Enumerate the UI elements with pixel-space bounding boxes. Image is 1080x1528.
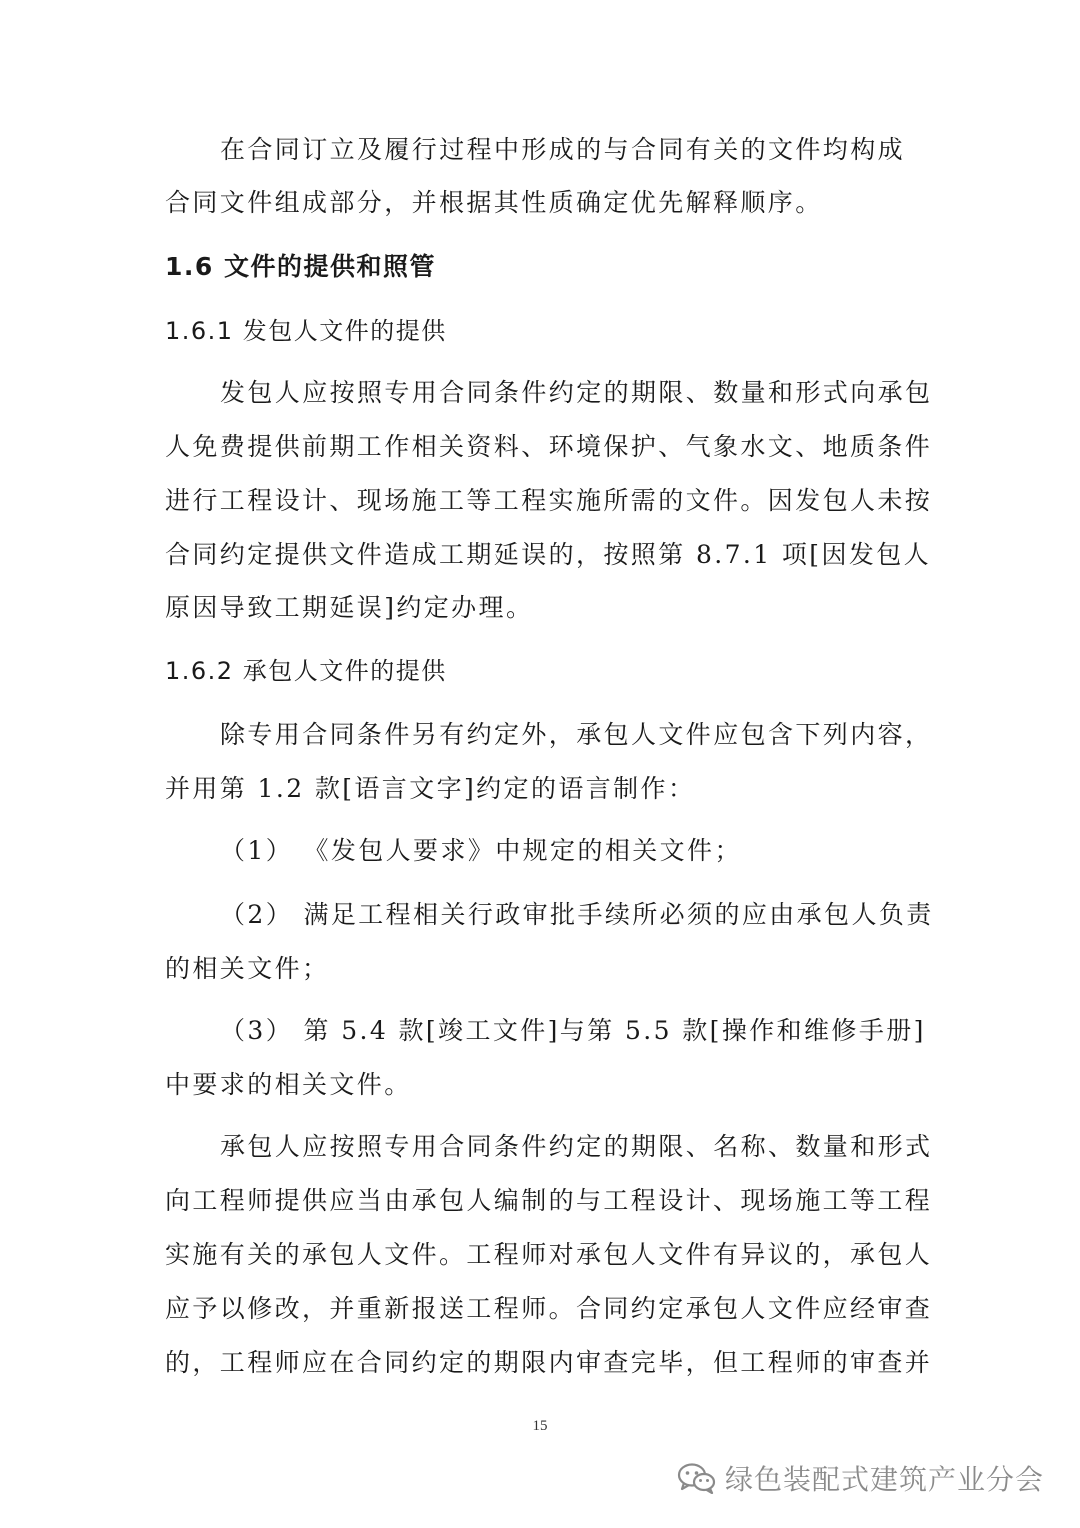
list-item-continuation: 中要求的相关文件。 xyxy=(165,1070,412,1099)
list-item: （2） 满足工程相关行政审批手续所必须的应由承包人负责 xyxy=(220,900,934,929)
paragraph-line: 合同约定提供文件造成工期延误的，按照第 8.7.1 项[因发包人 xyxy=(165,540,932,569)
paragraph-line: 向工程师提供应当由承包人编制的与工程设计、现场施工等工程 xyxy=(165,1186,933,1215)
paragraph-line: 在合同订立及履行过程中形成的与合同有关的文件均构成 xyxy=(220,135,906,164)
watermark-text: 绿色装配式建筑产业分会 xyxy=(724,1463,1044,1496)
paragraph-line: 并用第 1.2 款[语言文字]约定的语言制作： xyxy=(165,774,696,803)
paragraph-line: 承包人应按照专用合同条件约定的期限、名称、数量和形式 xyxy=(220,1132,933,1161)
wechat-icon xyxy=(677,1462,717,1494)
paragraph-line: 除专用合同条件另有约定外，承包人文件应包含下列内容， xyxy=(220,720,933,749)
paragraph-line: 进行工程设计、现场施工等工程实施所需的文件。因发包人未按 xyxy=(165,486,933,515)
paragraph-line: 合同文件组成部分，并根据其性质确定优先解释顺序。 xyxy=(165,188,823,217)
page-number: 15 xyxy=(532,1418,548,1434)
watermark xyxy=(677,1458,1044,1498)
subsection-heading: 1.6.1 发包人文件的提供 xyxy=(165,317,447,345)
list-item: （3） 第 5.4 款[竣工文件]与第 5.5 款[操作和维修手册] xyxy=(220,1016,926,1045)
paragraph-line: 发包人应按照专用合同条件约定的期限、数量和形式向承包 xyxy=(220,378,933,407)
list-item: （1） 《发包人要求》中规定的相关文件； xyxy=(220,836,742,865)
paragraph-line: 的，工程师应在合同约定的期限内审查完毕，但工程师的审查并 xyxy=(165,1348,933,1377)
paragraph-line: 原因导致工期延误]约定办理。 xyxy=(165,593,534,622)
paragraph-line: 实施有关的承包人文件。工程师对承包人文件有异议的，承包人 xyxy=(165,1240,933,1269)
section-heading: 1.6 文件的提供和照管 xyxy=(165,252,436,281)
paragraph-line: 人免费提供前期工作相关资料、环境保护、气象水文、地质条件 xyxy=(165,432,933,461)
paragraph-line: 应予以修改，并重新报送工程师。合同约定承包人文件应经审查 xyxy=(165,1294,933,1323)
subsection-heading: 1.6.2 承包人文件的提供 xyxy=(165,657,447,685)
list-item-continuation: 的相关文件； xyxy=(165,954,330,983)
